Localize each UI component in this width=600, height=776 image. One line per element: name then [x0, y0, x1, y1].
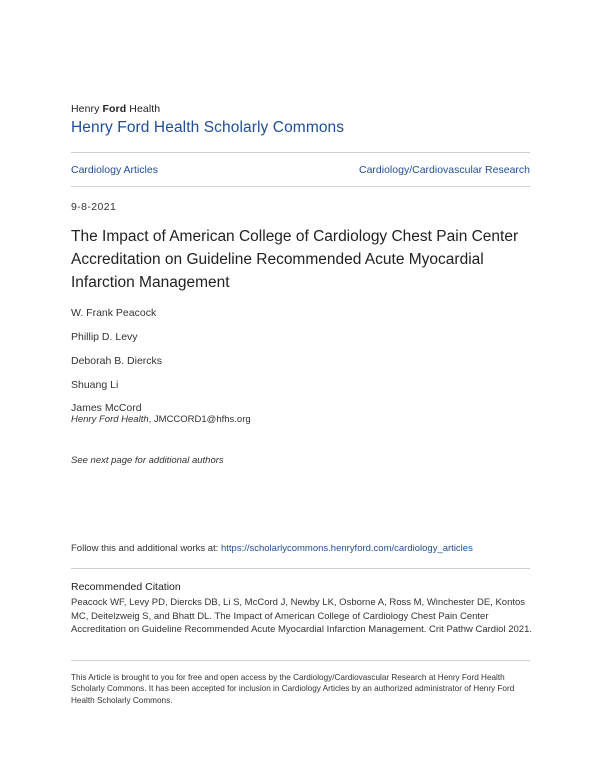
follow-text: Follow this and additional works at: [71, 543, 221, 554]
institution-name [71, 103, 160, 115]
author-name: Shuang Li [71, 379, 119, 391]
publication-date: 9-8-2021 [71, 201, 117, 213]
see-next-page-note: See next page for additional authors [71, 455, 224, 466]
author-name: Phillip D. Levy [71, 331, 138, 343]
recommended-citation-heading: Recommended Citation [71, 581, 181, 593]
series-divider [71, 186, 530, 187]
affiliation-email: , JMCCORD1@hfhs.org [148, 414, 251, 425]
access-notice: This Article is brought to you for free and open access by the Cardiology/Cardiovascular Research at Henry Ford Health Scholarly Commons. It has been accepted for inclusion in Cardiology Articles by an authorized administrator of Henry Ford Health Scholarly Commons. [71, 673, 515, 705]
institution-name-part: Henry [71, 103, 103, 115]
author-name: W. Frank Peacock [71, 307, 157, 319]
institution-name-tail: Health [126, 103, 161, 115]
top-divider [71, 152, 530, 153]
repository-title-link[interactable]: Henry Ford Health Scholarly Commons [71, 119, 345, 136]
follow-link[interactable]: https://scholarlycommons.henryford.com/cardiology_articles [220, 543, 473, 554]
article-title: The Impact of American College of Cardiology Chest Pain Center Accreditation on Guideline Recommended Acute Myocardial Infarction Management [71, 228, 519, 291]
recommended-citation-text: Peacock WF, Levy PD, Diercks DB, Li S, McCord J, Newby LK, Osborne A, Ross M, Winchester DE, Kontos MC, Deitelzweig S, and Bhatt DL. The Impact of American College of Cardiology Chest Pain Center Accreditation on Guideline Recommended Acute Myocardial Infarction Management. Crit Pathw Cardiol 2021. [71, 597, 532, 636]
series-link-cardiology-articles[interactable]: Cardiology Articles [71, 164, 158, 176]
follow-works-line [71, 543, 473, 554]
citation-divider [71, 568, 530, 569]
author-affiliation [71, 414, 251, 425]
affiliation-institution: Henry Ford Health [71, 414, 149, 425]
institution-name-bold: Ford [102, 103, 127, 115]
notice-divider [71, 660, 530, 661]
series-link-cardiovascular-research[interactable]: Cardiology/Cardiovascular Research [359, 164, 530, 176]
author-name: James McCord [71, 402, 142, 414]
author-name: Deborah B. Diercks [71, 355, 163, 367]
